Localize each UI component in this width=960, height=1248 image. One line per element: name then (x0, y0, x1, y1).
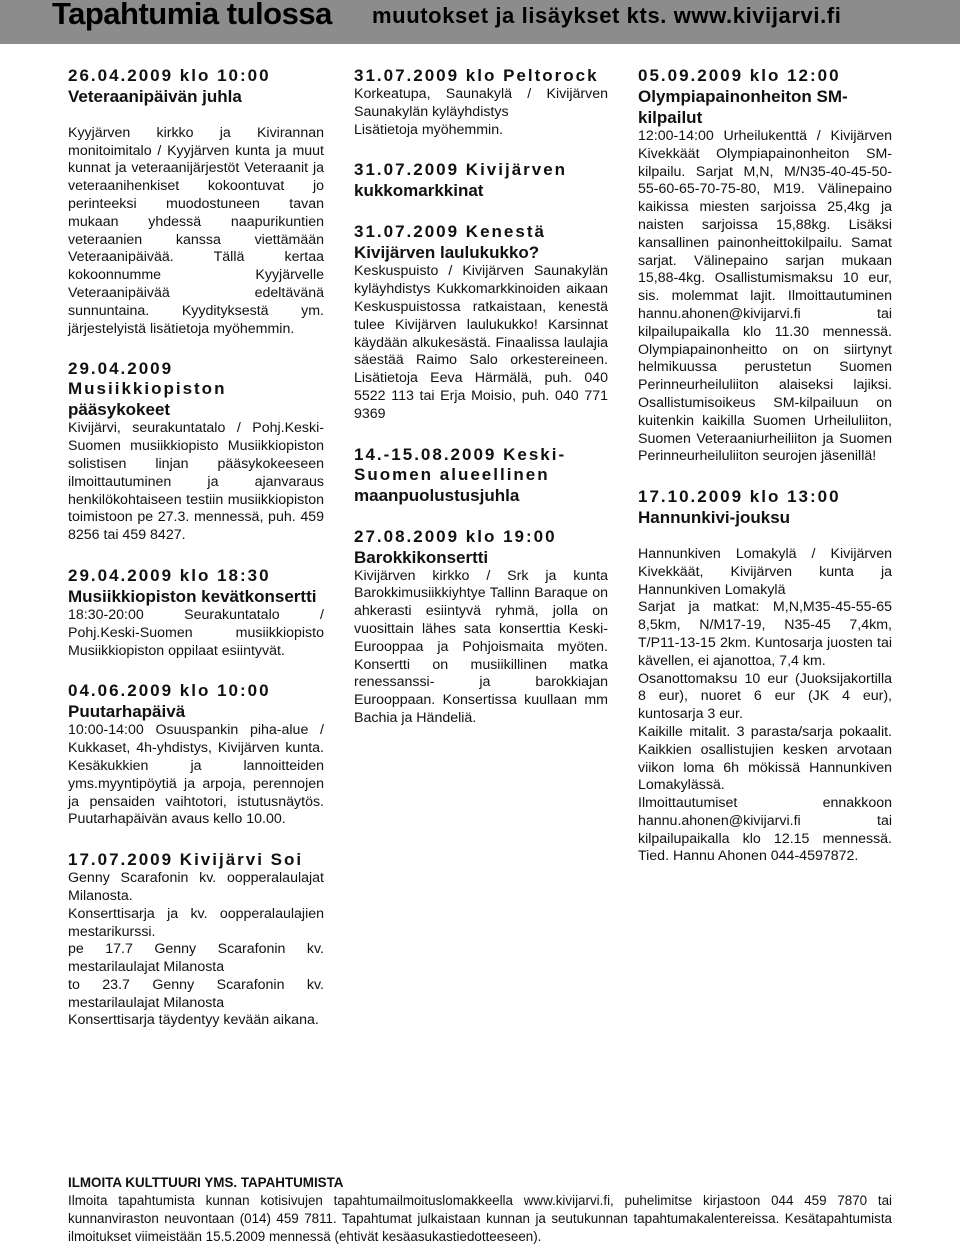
footer-text: Ilmoita tapahtumista kunnan kotisivujen tapahtumailmoituslomakkeella www.kivijarvi.fi, puhelimitse kirjastoon 044 459 7870 tai kunnanviraston neuvontaan (014) 459 7811. Tapahtumat julkaistaan kunnan ja seutukunnan tapahtumakalentereissa. Kesätapahtumista ilmoitukset viimeistään 15.5.2009 mennessä (ehtivät kesäasukastiedotteeseen). (68, 1193, 892, 1244)
event-item (354, 160, 608, 201)
event-item (68, 681, 324, 829)
event-description (68, 722, 324, 829)
event-date: 31.07.2009 Kivijärven (354, 160, 568, 180)
page-subtitle: muutokset ja lisäykset kts. www.kivijarvi.fi (372, 3, 842, 28)
event-date: 27.08.2009 klo 19:00 (354, 526, 557, 546)
events-column-3 (638, 66, 892, 887)
event-date: 17.07.2009 Kivijärvi Soi (68, 850, 304, 870)
event-paragraph (68, 107, 324, 125)
event-item (354, 527, 608, 728)
event-paragraph: 12:00-14:00 Urheilukenttä / Kivijärven Kivekkäät Olympiapainonheiton SM-kilpailu. Sarjat M,N, M/N35-40-45-50-55-60-65-70-75-80, M19. Välinepaino kaikissa miesten sarjoissa 25,4kg ja naisten sarjoissa 15,88kg. Lisäksi kansallinen painonheittokilpailu. Samat sarjat. Välinepaino sarjan mukaan 15,88-4kg. Osallistumismaksu 10 eur, sis. molemmat lajit. Ilmoittautuminen hannu.ahonen@kivijarvi.fi tai kilpailupaikalla klo 11.30 mennessä. Olympiapainonheitto on on siirtynyt helmikuussa perustetun Suomen Perinneurheiluliiton alaiseksi lajiksi. Osallistumisoikeus SM-kilpailuun on kuitenkin kaikilla Suomen Urheiluliiton, Suomen Veteraaniurheiliiton ja Suomen Perinneurheiluliiton seurojen jäsenillä! (638, 128, 892, 465)
event-description (68, 420, 324, 545)
event-paragraph: 10:00-14:00 Osuuspankin piha-alue / Kukkaset, 4h-yhdistys, Kivijärven kunta. Kesäkukkien ja lannoitteiden yms.myyntipöytiä ja arpoja, perennojen ja pensaiden vaihtotori, istutusnäytös. Puutarhapäivän avaus kello 10.00. (68, 722, 324, 828)
event-title: kukkomarkkinat (354, 181, 484, 201)
event-description (68, 107, 324, 338)
event-description (68, 607, 324, 660)
event-description (638, 128, 892, 466)
event-date: 17.10.2009 klo 13:00 (638, 487, 841, 507)
event-date: 31.07.2009 klo Peltorock (354, 66, 599, 85)
event-date: 26.04.2009 klo 10:00 (68, 66, 271, 85)
event-paragraph: Kaikille mitalit. 3 parasta/sarja pokaalit. Kaikkien osallistujien kesken arvotaan viikon loma 6h mökissä Hannunkiven Lomakylässä. (638, 723, 892, 794)
event-item (638, 66, 892, 466)
event-paragraph: Sarjat ja matkat: M,N,M35-45-55-65 8,5km, N/M17-19, N35-45 7,4km, T/P11-13-15 2km. Kuntosarja juosten tai kävellen, ei ajanottoa, 7,4 km. (638, 599, 892, 669)
event-description (354, 568, 608, 728)
event-description (354, 86, 608, 139)
event-paragraph: Konserttisarja ja kv. oopperalaulajien mestarikurssi. (68, 905, 324, 940)
event-date: 14.-15.08.2009 Keski-Suomen alueellinen (354, 444, 567, 484)
event-paragraph (638, 528, 892, 546)
event-date: 29.04.2009 klo 18:30 (68, 565, 271, 585)
event-item (68, 66, 324, 338)
event-item (354, 66, 608, 139)
event-paragraph: Korkeatupa, Saunakylä / Kivijärven Saunakylän kyläyhdistys (354, 86, 608, 120)
events-column-1 (68, 66, 324, 1051)
events-column-2 (354, 66, 608, 749)
event-paragraph: Ilmoittautumiset ennakkoon hannu.ahonen@kivijarvi.fi tai kilpailupaikalla klo 12.15 mennessä. Tied. Hannu Ahonen 044-4597872. (638, 795, 892, 865)
header-banner (0, 0, 960, 44)
event-item (638, 487, 892, 866)
event-paragraph: Kivijärven kirkko / Srk ja kunta Barokkimusiikkiyhtye Tallinn Baraque on ahkerasti esiintyvä ryhmä, jolla on vuosittain lähes sata konserttia Keski-Eurooppaa ja Pohjoismaita myöten. Konsertti on musiikillinen matka renessanssi- ja barokkiajan Eurooppaan. Konsertissa kuullaan mm Bachia ja Händeliä. (354, 567, 608, 726)
event-title: pääsykokeet (68, 400, 171, 420)
event-paragraph: Osanottomaksu 10 eur (Juoksijakortilla 8 eur), nuoret 6 eur (JK 4 eur), kuntosarja 3 eur. (638, 670, 892, 723)
event-description (68, 870, 324, 1030)
event-date: 05.09.2009 klo 12:00 (638, 66, 841, 85)
event-paragraph: to 23.7 Genny Scarafonin kv. mestarilaulajat Milanosta (68, 976, 324, 1011)
event-paragraph: Genny Scarafonin kv. oopperalaulajat Milanosta. (68, 870, 324, 904)
event-paragraph: Kyyjärven kirkko ja Kivirannan monitoimitalo / Kyyjärven kunta ja muut kunnat ja veteraanijärjestöt Veteraanit ja veteraanihenkiset kokoontuvat jo perinteeksi muodostuneen tavan mukaan yhdessä naapurikuntien veteraanien kanssa viettämään Veteraanipäivää. Tällä kertaa kokoonnumme Kyyjärvelle Veteraanipäivää edeltävänä sunnuntaina. Kyydityksestä ym. järjestelyistä lisätietoja myöhemmin. (68, 124, 324, 337)
event-item (68, 566, 324, 660)
event-title: Hannunkivi-jouksu (638, 508, 791, 528)
event-paragraph: Keskuspuisto / Kivijärven Saunakylän kyläyhdistys Kukkomarkkinoiden aikaan Keskuspuistossa ratkaistaan, kenestä tulee Kivijärven laulukukko! Karsinnat käydään alkukesästä. Finaalissa laulajia säestää Raimo Salo orkestereineen. Lisätietoja Eeva Härmälä, puh. 040 5522 113 tai Erja Moisio, puh. 040 771 9369 (354, 263, 608, 422)
event-title: Kivijärven laulukukko? (354, 243, 540, 263)
event-date: 29.04.2009 Musiikkiopiston (68, 359, 227, 399)
footer-notice (68, 1174, 892, 1246)
event-item (68, 850, 324, 1030)
event-paragraph: Konserttisarja täydentyy kevään aikana. (68, 1012, 319, 1029)
event-paragraph: 18:30-20:00 Seurakuntatalo / Pohj.Keski-Suomen musiikkiopisto Musiikkiopiston oppilaat esiintyvät. (68, 606, 324, 659)
event-title: Veteraanipäivän juhla (68, 87, 242, 106)
event-date: 31.07.2009 Kenestä (354, 222, 546, 242)
page-title: Tapahtumia tulossa (52, 0, 332, 31)
event-date: 04.06.2009 klo 10:00 (68, 681, 271, 701)
event-paragraph: pe 17.7 Genny Scarafonin kv. mestarilaulajat Milanosta (68, 941, 324, 976)
event-title: Olympiapainonheiton SM-kilpailut (638, 87, 848, 127)
event-description (354, 263, 608, 423)
event-paragraph: Lisätietoja myöhemmin. (354, 121, 504, 138)
event-item (354, 445, 608, 506)
event-title: Musiikkiopiston kevätkonsertti (68, 586, 317, 606)
event-title: Barokkikonsertti (354, 547, 489, 567)
event-item (68, 359, 324, 545)
event-title: maanpuolustusjuhla (354, 485, 520, 505)
event-title: Puutarhapäivä (68, 702, 186, 722)
event-description (638, 528, 892, 866)
event-paragraph: Hannunkiven Lomakylä / Kivijärven Kivekkäät, Kivijärven kunta ja Hannunkiven Lomakylä (638, 545, 892, 598)
event-item (354, 222, 608, 423)
footer-heading: ILMOITA KULTTUURI YMS. TAPAHTUMISTA (68, 1175, 344, 1190)
event-paragraph: Kivijärvi, seurakuntatalo / Pohj.Keski-Suomen musiikkiopisto Musiikkiopiston solistisen linjan pääsykokeeseen ilmoittautuminen ja ajanvaraus henkilökohtaiseen testiin musiikkiopiston toimistoon pe 27.3. mennessä, puh. 459 8256 tai 459 8427. (68, 420, 324, 544)
